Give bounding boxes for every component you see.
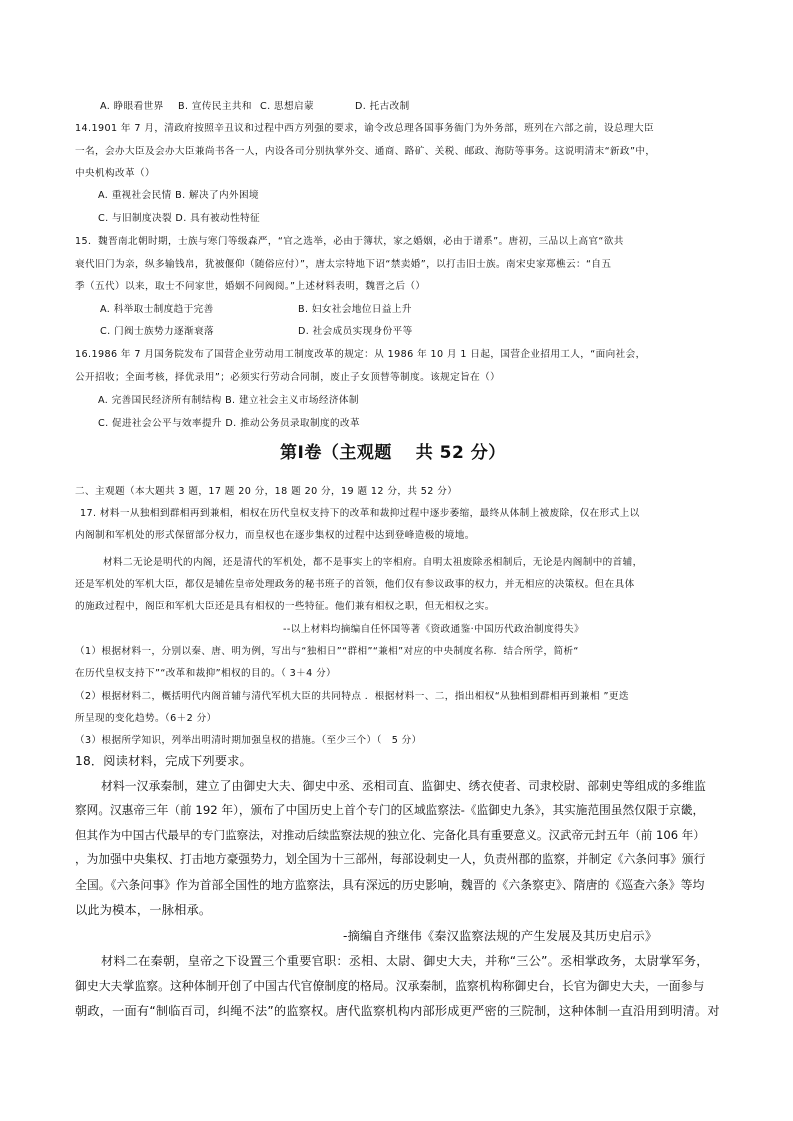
- q17-question-3: （3）根据所学知识，列举出明清时期加强皇权的措施。（至少三个）（ 5 分）: [75, 735, 422, 746]
- q13-option-b: B. 宣传民主共和: [178, 101, 252, 112]
- q18-material2-line-1: 材料二在秦朝，皇帝之下设置三个重要官职：丞相、太尉、御史大夫，并称“三公”。丞相掌政务，太尉掌军务，: [101, 954, 709, 968]
- part2-header: 二、主观题（本大题共 3 题，17 题 20 分，18 题 20 分，19 题 12 分，共 52 分）: [75, 486, 458, 497]
- q15-option-c: C. 门阀士族势力逐渐衰落: [100, 326, 214, 337]
- q17-question-1-line-1: （1）根据材料一，分别以秦、唐、明为例，写出与“独相日”“群相”“兼相”对应的中央制度名称．结合所学，简析“: [75, 646, 579, 657]
- q15-stem-line-1: 15．魏晋南北朝时期，士族与寒门等级森严，“官之选举，必由于簿状，家之婚姻，必由于谱系”。唐初，三品以上高官“欲共: [75, 236, 624, 247]
- q15-stem-line-3: 季（五代）以来，取士不问家世，婚姻不问阀阅。”上述材料表明，魏晋之后（）: [75, 281, 426, 292]
- q16-stem-line-1: 16.1986 年 7 月国务院发布了国营企业劳动用工制度改革的规定：从 1986 年 10 月 1 日起，国营企业招用工人，“面向社会，: [75, 349, 646, 360]
- q18-material1-line-3: 但其作为中国古代最早的专门监察法，对推动后续监察法规的独立化、完备化具有重要意义。汉武帝元封五年（前 106 年）: [75, 828, 705, 842]
- q15-stem-line-2: 衰代旧门为亲，纵多输钱帛，犹被偃仰（随俗应付）”，唐太宗特地下诏“禁卖婚”，以打击旧士族。南宋史家郑樵云：“自五: [75, 259, 612, 270]
- q17-material2-line-3: 的施政过程中，阁臣和军机大臣还是具有相权的一些特征。他们兼有相权之职，但无相权之实。: [75, 601, 495, 612]
- q13-option-d: D. 托古改制: [355, 101, 410, 112]
- q16-stem-line-2: 公开招收；全面考核，择优录用”；必须实行劳动合同制，废止子女顶替等制度。该规定旨在（）: [75, 372, 501, 383]
- q18-material2-line-3: 朝政，一面有“制临百司，纠绳不法”的监察权。唐代监察机构内部形成更严密的三院制，这种体制一直沿用到明清。对: [75, 1004, 720, 1018]
- q17-material2-line-1: 材料二无论是明代的内阁，还是清代的军机处，都不是事实上的宰相府。自明太祖废除丞相制后，无论是内阁制中的首辅，: [103, 557, 643, 568]
- q14-stem-line-2: 一名，会办大臣及会办大臣兼尚书各一人，内设各司分别执掌外交、通商、路矿、关税、邮政、海防等事务。这说明清末“新政”中，: [75, 146, 656, 157]
- q17-material2-line-2: 还是军机处的军机大臣，都仅是辅佐皇帝处理政务的秘书班子的首领，他们仅有参议政事的权力，并无相应的决策权。但在具体: [75, 579, 635, 590]
- q17-question-2-line-1: （2）根据材料二，概括明代内阁首辅与清代军机大臣的共同特点 ．根据材料一、二，指出相权“从独相到群相再到兼相 ”更迭: [75, 691, 629, 702]
- q18-material1-line-6: 以此为模本，一脉相承。: [75, 903, 212, 917]
- q17-material1-line-1: 17. 材料一从独相到群相再到兼相，相权在历代皇权支持下的改革和裁抑过程中逐步萎缩，最终从体制上被废除，仅在形式上以: [80, 508, 640, 519]
- q17-material1-line-2: 内阁制和军机处的形式保留部分权力，而皇权也在逐步集权的过程中达到登峰造极的境地。: [75, 530, 475, 541]
- q16-options-ab: A. 完善国民经济所有制结构 B. 建立社会主义市场经济体制: [98, 395, 359, 406]
- q18-material1-line-4: ，为加强中央集权、打击地方豪强势力，划全国为十三部州，每部设刺史一人，负责州郡的监察，并制定《六条问事》颁行: [75, 852, 706, 866]
- q18-material1-line-2: 察网。汉惠帝三年（前 192 年），颁布了中国历史上首个专门的区域监察法-《监御史九条》，其实施范围虽然仅限于京畿，: [75, 803, 705, 817]
- q18-material1-line-1: 材料一汉承秦制，建立了由御史大夫、御史中丞、丞相司直、监御史、绣衣使者、司隶校尉、部刺史等组成的多维监: [101, 779, 706, 793]
- q18-intro: 18．阅读材料，完成下列要求。: [75, 754, 252, 768]
- q17-question-1-line-2: 在历代皇权支持下”“改革和裁抑”相权的目的。（ 3＋4 分）: [75, 668, 337, 679]
- q14-stem-line-3: 中央机构改革（）: [75, 168, 155, 179]
- q17-source: --以上材料均摘编自任怀国等著《资政通鉴·中国历代政治制度得失》: [283, 624, 584, 635]
- q15-option-a: A. 科举取士制度趋于完善: [100, 304, 214, 315]
- q18-source1: -摘编自齐继伟《秦汉监察法规的产生发展及其历史启示》: [343, 929, 658, 943]
- q15-option-b: B. 妇女社会地位日益上升: [298, 304, 412, 315]
- q17-question-2-line-2: 所呈现的变化趋势。（6＋2 分）: [75, 713, 217, 724]
- q18-material2-line-2: 御史大夫掌监察。这种体制开创了中国古代官僚制度的格局。汉承秦制，监察机构称御史台，长官为御史大夫，一面参与: [75, 979, 705, 993]
- q18-material1-line-5: 全国。《六条问事》作为首部全国性的地方监察法，具有深远的历史影响，魏晋的《六条察吏》、隋唐的《巡查六条》等均: [75, 878, 705, 892]
- q13-options: [100, 98, 430, 112]
- q16-options-cd: C. 促进社会公平与效率提升 D. 推动公务员录取制度的改革: [98, 418, 360, 429]
- q14-stem-line-1: 14.1901 年 7 月，清政府按照辛丑议和过程中西方列强的要求，谕令改总理各国事务衙门为外务部，班列在六部之前，设总理大臣: [75, 123, 654, 134]
- section-title: 第Ⅰ卷（主观题 共 52 分）: [280, 443, 506, 463]
- q13-option-a: A. 睁眼看世界: [100, 101, 164, 112]
- q14-options-cd: C. 与旧制度决裂 D. 具有被动性特征: [98, 213, 261, 224]
- q15-option-d: D. 社会成员实现身份平等: [298, 326, 413, 337]
- q13-option-c: C. 思想启蒙: [260, 101, 314, 112]
- q14-options-ab: A. 重视社会民情 B. 解决了内外困境: [98, 190, 259, 201]
